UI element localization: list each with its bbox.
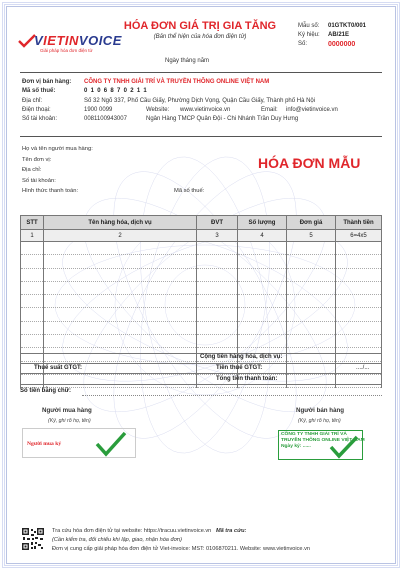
provider-info: Đơn vị cung cấp giải pháp hóa đơn điện tử Viet-invoice: MST: 0106870211. Website: www.vietinvoice.vn (52, 546, 310, 552)
seller-name: CÔNG TY TNHH GIẢI TRÍ VÀ TRUYỀN THÔNG ONLINE VIỆT NAM (84, 79, 270, 85)
buyer-signature-hint: (Ký, ghi rõ họ, tên) (48, 418, 91, 424)
buyer-payment-label: Hình thức thanh toán: (22, 188, 79, 195)
table-header-row (21, 216, 382, 230)
table-cell (287, 308, 336, 321)
column-number-row (21, 230, 382, 242)
table-cell (21, 242, 44, 255)
table-cell (197, 255, 238, 268)
seller-email-label: Email: (261, 106, 278, 113)
table-row (21, 281, 382, 294)
table-cell (21, 295, 44, 308)
seller-website: www.vietinvoice.vn (180, 106, 231, 113)
totals-section (20, 353, 382, 393)
seller-account: 0081100943007 (84, 116, 127, 123)
invoice-number: 0000000 (328, 41, 356, 48)
table-cell (238, 268, 287, 281)
form-label: Mẫu số: (298, 23, 320, 29)
table-cell (44, 281, 197, 294)
seller-tax-label: Mã số thuế: (22, 88, 56, 95)
lookup-text: Tra cứu hóa đơn điện tử tại website: https://tracuu.vietinvoice.vn (52, 528, 212, 534)
table-cell (287, 281, 336, 294)
table-cell (44, 295, 197, 308)
col-item-name: Tên hàng hóa, dịch vụ (44, 216, 197, 230)
table-cell (21, 268, 44, 281)
seller-website-label: Website: (146, 106, 170, 113)
column-number: 2 (44, 230, 197, 242)
table-cell (44, 242, 197, 255)
table-cell (197, 281, 238, 294)
logo-wordmark: VIETINVOICE (34, 33, 122, 48)
buyer-name-label: Họ và tên người mua hàng: (22, 146, 93, 152)
seller-signature-hint: (Ký, ghi rõ họ, tên) (298, 418, 341, 424)
table-cell (197, 268, 238, 281)
table-row (21, 308, 382, 321)
table-cell (44, 255, 197, 268)
table-cell (336, 335, 382, 348)
table-row (21, 268, 382, 281)
table-cell (287, 255, 336, 268)
amount-in-words-label: Số tiền bằng chữ: (20, 388, 72, 394)
table-cell (287, 268, 336, 281)
vat-rate-label: Thuế suất GTGT: (34, 365, 82, 371)
seller-tax-code: 0 1 0 6 8 7 0 2 1 1 (84, 88, 148, 95)
seller-stamp-line2: TRUYỀN THÔNG ONLINE VIỆT NAM (281, 438, 365, 443)
table-cell (287, 295, 336, 308)
column-number: 5 (287, 230, 336, 242)
subtotal-label: Cộng tiền hàng hóa, dịch vụ: (200, 354, 283, 360)
table-cell (238, 308, 287, 321)
table-cell (21, 335, 44, 348)
col-stt: STT (21, 216, 44, 230)
table-cell (287, 321, 336, 334)
table-cell (197, 295, 238, 308)
table-cell (336, 308, 382, 321)
invoice-date: Ngày tháng năm (165, 58, 210, 64)
table-cell (336, 321, 382, 334)
col-unit: ĐVT (197, 216, 238, 230)
footer (52, 527, 310, 554)
seller-stamp-date: Ngày ký: ...... (281, 444, 311, 449)
table-cell (197, 335, 238, 348)
buyer-signature-text: Người mua ký (27, 441, 62, 447)
table-row (21, 255, 382, 268)
table-cell (287, 335, 336, 348)
table-cell (21, 308, 44, 321)
table-cell (197, 321, 238, 334)
buyer-signature-title: Người mua hàng (42, 407, 92, 414)
seller-email: info@vietinvoice.vn (286, 106, 338, 113)
buyer-unit-label: Tên đơn vị: (22, 156, 52, 163)
buyer-checkmark-icon (95, 431, 127, 457)
table-cell (197, 308, 238, 321)
buyer-tax-label: Mã số thuế: (174, 188, 205, 195)
table-cell (44, 268, 197, 281)
table-cell (197, 242, 238, 255)
table-cell (21, 321, 44, 334)
table-cell (21, 255, 44, 268)
col-quantity: Số lượng (238, 216, 287, 230)
column-number: 1 (21, 230, 44, 242)
table-cell (238, 255, 287, 268)
seller-name-label: Đơn vị bán hàng: (22, 79, 72, 85)
col-amount: Thành tiền (336, 216, 382, 230)
table-row (21, 335, 382, 348)
vat-amount-label: Tiền thuế GTGT: (216, 365, 263, 371)
table-cell (336, 281, 382, 294)
seller-signature-title: Người bán hàng (296, 407, 345, 414)
seller-info (22, 78, 338, 124)
column-number: 3 (197, 230, 238, 242)
lookup-code-label: Mã tra cứu: (215, 528, 247, 534)
vat-ratio: ..../... (356, 365, 370, 371)
table-row (21, 242, 382, 255)
table-cell (238, 242, 287, 255)
sample-watermark: HÓA ĐƠN MẪU (258, 155, 361, 171)
seller-address-label: Địa chỉ: (22, 97, 43, 104)
table-cell (238, 321, 287, 334)
seller-account-label: Số tài khoản: (22, 116, 58, 123)
table-cell (44, 308, 197, 321)
buyer-address-label: Địa chỉ: (22, 167, 42, 174)
seller-bank: Ngân Hàng TMCP Quân Đội - Chi Nhánh Trần Duy Hưng (146, 116, 299, 123)
table-row (21, 321, 382, 334)
seller-stamp-line1: CÔNG TY TNHH GIẢI TRÍ VÀ (281, 432, 347, 437)
invoice-title: HÓA ĐƠN GIÁ TRỊ GIA TĂNG (123, 20, 277, 32)
buyer-info (22, 144, 204, 197)
seller-phone: 1900 0099 (84, 106, 113, 113)
grand-total-label: Tổng tiền thanh toán: (216, 376, 278, 382)
table-cell (44, 335, 197, 348)
invoice-meta (298, 22, 366, 49)
verification-note: (Cần kiểm tra, đối chiếu khi lập, giao, nhận hóa đơn) (52, 537, 182, 543)
symbol-value: AB/21E (328, 32, 350, 38)
column-number: 6=4x5 (336, 230, 382, 242)
invoice-subtitle: (Bản thể hiện của hóa đơn điện tử) (153, 34, 247, 40)
divider (20, 72, 382, 73)
table-cell (336, 255, 382, 268)
table-cell (238, 281, 287, 294)
table-cell (287, 242, 336, 255)
form-value: 01GTKT0/001 (328, 23, 367, 29)
qr-code-icon (22, 528, 44, 550)
column-number: 4 (238, 230, 287, 242)
buyer-signature-box (22, 428, 136, 458)
seller-digital-signature (278, 430, 363, 460)
logo-slogan: Giải pháp hóa đơn điện tử (40, 48, 93, 53)
table-cell (336, 268, 382, 281)
table-cell (336, 242, 382, 255)
table-cell (238, 295, 287, 308)
vietinvoice-logo (18, 30, 128, 54)
table-cell (44, 321, 197, 334)
seller-checkmark-icon (329, 435, 359, 459)
buyer-account-label: Số tài khoản: (22, 177, 56, 184)
col-unit-price: Đơn giá (287, 216, 336, 230)
number-label: Số: (298, 41, 308, 47)
seller-address: Số 32 Ngõ 337, Phố Cầu Giấy, Phường Dịch Vọng, Quận Cầu Giấy, Thành phố Hà Nội (84, 97, 316, 104)
table-cell (336, 295, 382, 308)
table-cell (21, 281, 44, 294)
symbol-label: Ký hiệu: (298, 32, 320, 38)
seller-phone-label: Điện thoại: (22, 106, 51, 113)
divider (20, 136, 382, 137)
table-cell (238, 335, 287, 348)
table-row (21, 295, 382, 308)
